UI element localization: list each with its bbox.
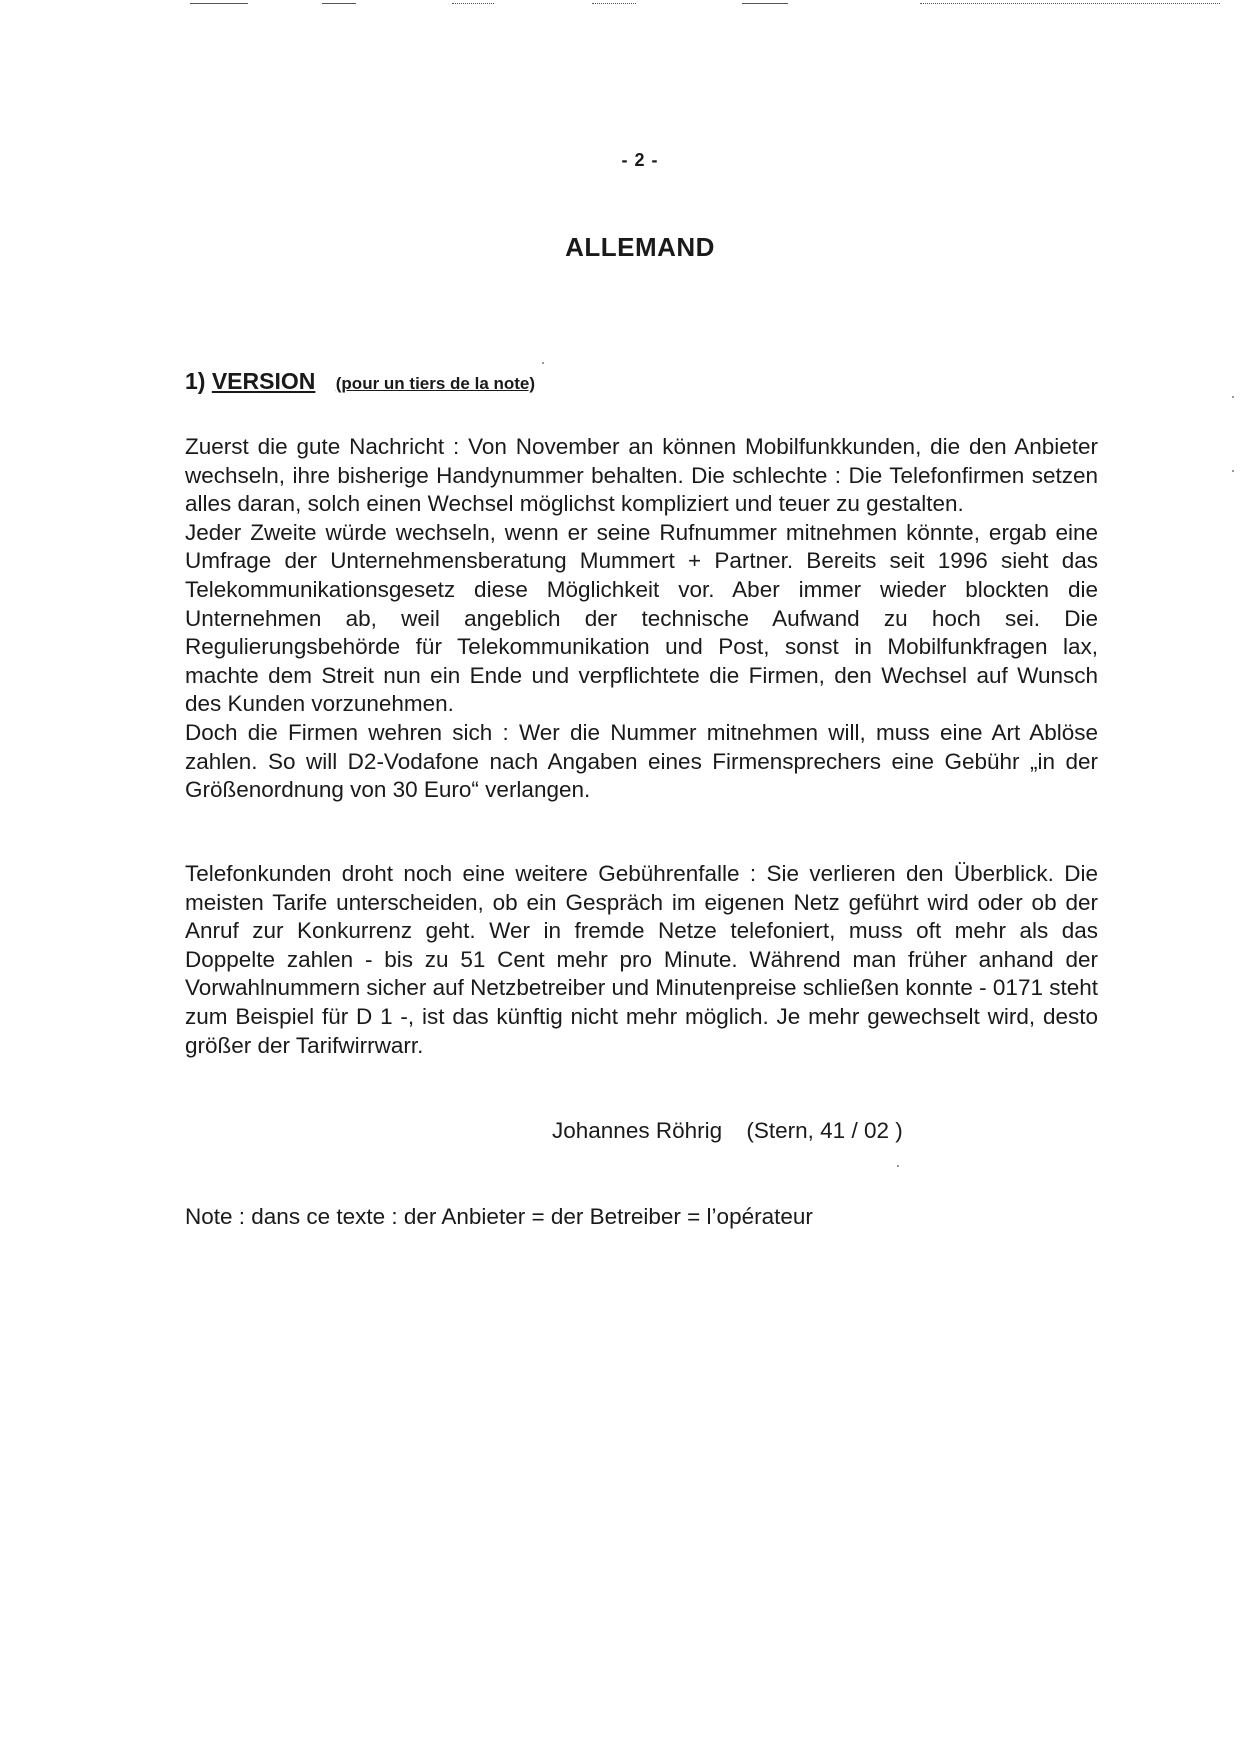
scan-speck xyxy=(897,1165,899,1167)
scan-artifact-line xyxy=(190,3,248,4)
section-grading-note: (pour un tiers de la note) xyxy=(335,374,536,393)
scan-speck xyxy=(542,362,544,364)
page-title: ALLEMAND xyxy=(565,232,715,262)
page-number: - 2 - xyxy=(621,150,659,170)
scan-speck xyxy=(1232,470,1234,472)
paragraph: Jeder Zweite würde wechseln, wenn er seine Rufnummer mitnehmen könnte, ergab eine Umfrage der Unternehmensberatung Mummert + Partner. Bereits seit 1996 sieht das Telekommunikationsgesetz diese Möglichkeit vor. Aber immer wieder blockten die Unternehmen ab, weil angeblich der technische Aufwand zu hoch sei. Die Regulierungsbehörde für Telekommunikation und Post, sonst in Mobilfunkfragen lax, machte dem Streit nun ein Ende und verpflichtete die Firmen, den Wechsel auf Wunsch des Kunden vorzunehmen. xyxy=(185,519,1098,717)
scan-artifact-line xyxy=(592,3,636,4)
scan-artifact-line xyxy=(452,3,494,4)
scan-artifact-line xyxy=(742,3,788,4)
scan-artifact-line xyxy=(920,3,1220,4)
section-number: 1) xyxy=(185,368,206,394)
section-heading xyxy=(185,368,535,395)
scan-artifact-line xyxy=(322,3,356,4)
paragraph: Zuerst die gute Nachricht : Von November an können Mobilfunkkunden, die den Anbieter wechseln, ihre bisherige Handynummer behalten. Die schlechte : Die Telefonfirmen setzen alles daran, solch einen Wechsel möglichst kompliziert und teuer zu gestalten. xyxy=(185,434,1098,517)
vocabulary-note: Note : dans ce texte : der Anbieter = der Betreiber = l’opérateur xyxy=(185,1204,813,1229)
paragraph: Doch die Firmen wehren sich : Wer die Nummer mitnehmen will, muss eine Art Ablöse zahlen. So will D2-Vodafone nach Angaben eines Firmensprechers eine Gebühr „in der Größenordnung von 30 Euro“ verlangen. xyxy=(185,719,1098,803)
section-name: VERSION xyxy=(211,368,316,394)
text-block-1 xyxy=(185,433,1098,805)
scan-speck xyxy=(1232,396,1234,398)
text-block-2 xyxy=(185,860,1098,1060)
author-name: Johannes Röhrig xyxy=(552,1118,723,1143)
source-citation: (Stern, 41 / 02 ) xyxy=(746,1118,903,1143)
paragraph: Telefonkunden droht noch eine weitere Gebührenfalle : Sie verlieren den Überblick. Die meisten Tarife unterscheiden, ob ein Gespräch im eigenen Netz geführt wird oder ob der Anruf zur Konkurrenz geht. Wer in fremde Netze telefoniert, muss oft mehr als das Doppelte zahlen - bis zu 51 Cent mehr pro Minute. Während man früher anhand der Vorwahlnummern sicher auf Netzbetreiber und Minutenpreise schließen konnte - 0171 steht zum Beispiel für D 1 -, ist das künftig nicht mehr möglich. Je mehr gewechselt wird, desto größer der Tarifwirrwarr. xyxy=(185,861,1098,1058)
signature xyxy=(552,1118,903,1144)
